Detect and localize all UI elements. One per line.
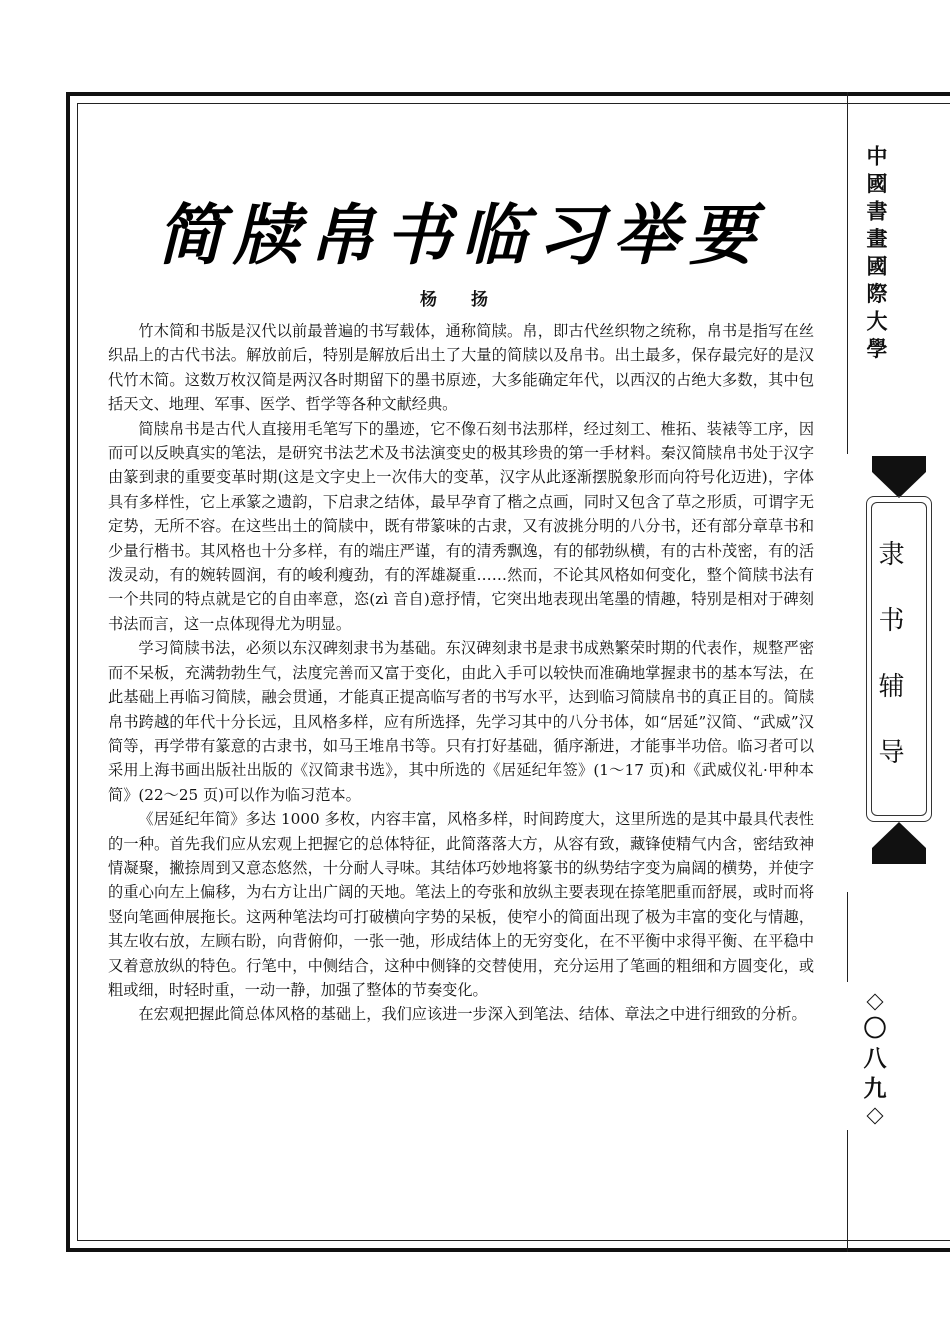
article-title: 简牍帛书临习举要: [157, 196, 765, 274]
page-number: [858, 990, 892, 1128]
sidebar-rule: [847, 1130, 848, 1252]
page-number-digit: 九: [863, 1076, 887, 1102]
section-badge-bar: [872, 456, 926, 472]
section-label: 隶书辅导: [874, 540, 904, 804]
sidebar-rule: [847, 92, 848, 454]
section-badge-bar: [872, 848, 926, 864]
diamond-ornament-icon: [867, 994, 884, 1011]
sidebar-rule: [847, 892, 848, 982]
article-paragraph: 在宏观把握此简总体风格的基础上，我们应该进一步深入到笔法、结体、章法之中进行细致的分析。: [138, 1005, 807, 1024]
page-number-digit: 八: [863, 1046, 887, 1072]
diamond-ornament-icon: [867, 1108, 884, 1125]
article-paragraph: 简牍帛书是古代人直接用毛笔写下的墨迹，它不像石刻书法那样，经过刻工、椎拓、装裱等工序，因而可以反映真实的笔法，是研究书法艺术及书法演变史的极其珍贵的第一手材料。秦汉简牍帛书处于汉字由篆到隶的重要变革时期(这是文字史上一次伟大的变革，汉字从此逐渐摆脱象形而向符号化迈进)，字体具有多样性，它上承篆之遗韵，下启隶之结体，最早孕育了楷之点画，同时又包含了草之形质，可谓字无定势，无所不容。在这些出土的简牍中，既有带篆味的古隶，又有波挑分明的八分书，还有部分章草书和少量行楷书。其风格也十分多样，有的端庄严谨，有的清秀飘逸，有的郁勃纵横，有的古朴茂密，有的活泼灵动，有的婉转圆润，有的峻利瘦劲，有的浑雄凝重……然而，不论其风格如何变化，整个简牍书法有一个共同的特点就是它的自由率意，恣(zì 音自)意抒情，它突出地表现出笔墨的情趣，特别是相对于碑刻书法而言，这一点体现得尤为明显。: [108, 419, 814, 633]
article-paragraph: 竹木简和书版是汉代以前最普遍的书写载体，通称简牍。帛，即古代丝织物之统称，帛书是指写在丝织品上的古代书法。解放前后，特别是解放后出土了大量的简牍以及帛书。出土最多，保存最完好的是汉代竹木简。这数万枚汉简是两汉各时期留下的墨书原迹，大多能确定年代，以西汉的占绝大多数，其中包括天文、地理、军事、医学、哲学等各种文献经典。: [108, 322, 814, 414]
article: [108, 195, 814, 1027]
article-paragraph: 学习简牍书法，必须以东汉碑刻隶书为基础。东汉碑刻隶书是隶书成熟繁荣时期的代表作，规整严密而不呆板，充满勃勃生气，法度完善而又富于变化，由此入手可以较快而准确地掌握隶书的基本写法，在此基础上再临习简牍，融会贯通，才能真正提高临写者的书写水平，达到临习简牍帛书的真正目的。简牍帛书跨越的年代十分长远，且风格多样，应有所选择，先学习其中的八分书体，如“居延”汉简、“武威”汉简等，再学带有篆意的古隶书，如马王堆帛书等。只有打好基础，循序渐进，才能事半功倍。临习者可以采用上海书画出版社出版的《汉简隶书选》，其中所选的《居延纪年签》(1～17 页)和《武威仪礼·甲种本简》(22～25 页)可以作为临习范本。: [108, 639, 814, 804]
article-author: 杨 扬: [420, 290, 502, 310]
article-paragraph: 《居延纪年简》多达 1000 多枚，内容丰富，风格多样，时间跨度大，这里所选的是其中最具代表性的一种。首先我们应从宏观上把握它的总体特征，此简落落大方，从容有致，藏锋使精气内含，密结致神情凝聚，撇捺周到又意态悠然，十分耐人寻味。其结体巧妙地将篆书的纵势结字变为扁阔的横势，并使字的重心向左上偏移，为右方让出广阔的天地。笔法上的夸张和放纵主要表现在捺笔肥重而舒展，或时而将竖向笔画伸展拖长。这两种笔法均可打破横向字势的呆板，使窄小的简面出现了极为丰富的变化与情趣，其左收右放，左顾右盼，向背俯仰，一张一弛，形成结体上的无穷变化，在不平衡中求得平衡、在平稳中又着意放纵的特色。行笔中，中侧结合，这种中侧锋的交替使用，充分运用了笔画的粗细和方圆变化，或粗或细，时轻时重，一动一静，加强了整体的节奏变化。: [108, 810, 814, 999]
publication-name: 中國書畫國際大學: [864, 145, 888, 365]
page-number-digit: 〇: [863, 1016, 887, 1042]
